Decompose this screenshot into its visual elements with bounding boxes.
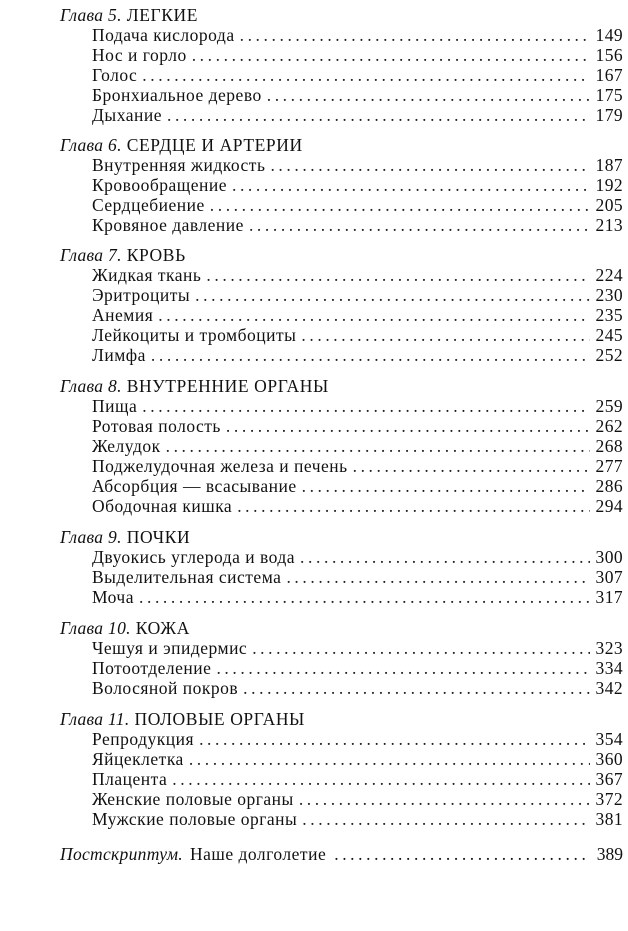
toc-entry[interactable] xyxy=(92,416,623,436)
leader-dots xyxy=(270,155,590,175)
entry-page: 300 xyxy=(595,547,623,567)
chapter-heading xyxy=(60,245,186,265)
leader-dots xyxy=(353,456,590,476)
chapter-label: Глава 6. xyxy=(60,135,122,155)
leader-dots xyxy=(142,65,590,85)
entry-title: Лимфа xyxy=(92,345,146,365)
toc-entry[interactable] xyxy=(92,496,623,516)
entry-title: Ротовая полость xyxy=(92,416,221,436)
toc-entry[interactable] xyxy=(92,265,623,285)
toc-entry[interactable] xyxy=(92,345,623,365)
entry-title: Ободочная кишка xyxy=(92,496,233,516)
postscript-page: 389 xyxy=(596,844,623,864)
entry-title: Кровообращение xyxy=(92,175,227,195)
entry-page: 235 xyxy=(595,305,623,325)
entry-title: Абсорбция — всасывание xyxy=(92,476,297,496)
toc-entry[interactable] xyxy=(92,396,623,416)
chapter-title: КРОВЬ xyxy=(126,245,186,265)
entry-title: Подача кислорода xyxy=(92,25,235,45)
entry-title: Мужские половые органы xyxy=(92,809,298,829)
entry-page: 360 xyxy=(595,749,623,769)
leader-dots xyxy=(334,844,590,864)
leader-dots xyxy=(158,305,590,325)
chapter-heading xyxy=(60,618,190,638)
leader-dots xyxy=(243,678,590,698)
leader-dots xyxy=(301,325,590,345)
toc-entry[interactable] xyxy=(92,456,623,476)
entry-page: 294 xyxy=(595,496,623,516)
entry-title: Моча xyxy=(92,587,134,607)
toc-entry[interactable] xyxy=(92,436,623,456)
leader-dots xyxy=(240,25,590,45)
leader-dots xyxy=(252,638,590,658)
entry-page: 323 xyxy=(595,638,623,658)
toc-entry[interactable] xyxy=(92,85,623,105)
entry-page: 252 xyxy=(595,345,623,365)
entry-title: Сердцебиение xyxy=(92,195,205,215)
toc-entry[interactable] xyxy=(92,325,623,345)
chapter-title: ПОЛОВЫЕ ОРГАНЫ xyxy=(134,709,305,729)
leader-dots xyxy=(286,567,590,587)
chapter-heading xyxy=(60,376,329,396)
entry-title: Плацента xyxy=(92,769,168,789)
leader-dots xyxy=(166,436,590,456)
leader-dots xyxy=(249,215,590,235)
chapter-title: КОЖА xyxy=(135,618,190,638)
entry-page: 205 xyxy=(595,195,623,215)
toc-entry[interactable] xyxy=(92,476,623,496)
entry-page: 259 xyxy=(595,396,623,416)
entry-page: 372 xyxy=(595,789,623,809)
chapter-label: Глава 8. xyxy=(60,376,122,396)
toc-entry[interactable] xyxy=(92,809,623,829)
leader-dots xyxy=(226,416,590,436)
toc-entry[interactable] xyxy=(92,749,623,769)
leader-dots xyxy=(195,285,590,305)
entry-title: Яйцеклетка xyxy=(92,749,184,769)
chapter-heading xyxy=(60,527,190,547)
entry-title: Потоотделение xyxy=(92,658,212,678)
chapter-label: Глава 5. xyxy=(60,5,122,25)
entry-title: Лейкоциты и тромбоциты xyxy=(92,325,297,345)
leader-dots xyxy=(206,265,590,285)
entry-page: 317 xyxy=(595,587,623,607)
entry-title: Голос xyxy=(92,65,138,85)
entry-title: Женские половые органы xyxy=(92,789,294,809)
leader-dots xyxy=(237,496,590,516)
entry-title: Чешуя и эпидермис xyxy=(92,638,248,658)
leader-dots xyxy=(210,195,590,215)
leader-dots xyxy=(139,587,590,607)
entry-title: Нос и горло xyxy=(92,45,187,65)
leader-dots xyxy=(267,85,590,105)
leader-dots xyxy=(216,658,590,678)
chapter-heading xyxy=(60,135,303,155)
entry-page: 167 xyxy=(595,65,623,85)
entry-page: 187 xyxy=(595,155,623,175)
entry-page: 175 xyxy=(595,85,623,105)
entry-page: 342 xyxy=(595,678,623,698)
leader-dots xyxy=(189,749,590,769)
entry-title: Волосяной покров xyxy=(92,678,239,698)
toc-entry[interactable] xyxy=(92,729,623,749)
toc-entry[interactable] xyxy=(92,638,623,658)
chapter-title: СЕРДЦЕ И АРТЕРИИ xyxy=(126,135,303,155)
toc-entry[interactable] xyxy=(92,305,623,325)
leader-dots xyxy=(151,345,590,365)
toc-entry[interactable] xyxy=(92,105,623,125)
postscript-entry[interactable] xyxy=(60,844,623,864)
entry-title: Выделительная система xyxy=(92,567,282,587)
chapter-label: Глава 7. xyxy=(60,245,122,265)
postscript-title: Наше долголетие xyxy=(189,844,327,864)
entry-page: 381 xyxy=(595,809,623,829)
entry-page: 156 xyxy=(595,45,623,65)
chapter-label: Глава 10. xyxy=(60,618,131,638)
toc-entry[interactable] xyxy=(92,547,623,567)
toc-entry[interactable] xyxy=(92,567,623,587)
entry-page: 179 xyxy=(595,105,623,125)
leader-dots xyxy=(299,789,590,809)
toc-entry[interactable] xyxy=(92,25,623,45)
entry-page: 367 xyxy=(595,769,623,789)
entry-page: 192 xyxy=(595,175,623,195)
entry-title: Поджелудочная железа и печень xyxy=(92,456,348,476)
entry-title: Двуокись углерода и вода xyxy=(92,547,296,567)
chapter-title: ВНУТРЕННИЕ ОРГАНЫ xyxy=(126,376,329,396)
leader-dots xyxy=(300,547,590,567)
toc-entry[interactable] xyxy=(92,789,623,809)
leader-dots xyxy=(302,476,590,496)
entry-page: 245 xyxy=(595,325,623,345)
toc-entry[interactable] xyxy=(92,45,623,65)
entry-page: 277 xyxy=(595,456,623,476)
entry-page: 354 xyxy=(595,729,623,749)
entry-page: 307 xyxy=(595,567,623,587)
chapter-label: Глава 11. xyxy=(60,709,130,729)
entry-page: 268 xyxy=(595,436,623,456)
entry-title: Кровяное давление xyxy=(92,215,244,235)
leader-dots xyxy=(302,809,590,829)
toc-entry[interactable] xyxy=(92,678,623,698)
entry-page: 262 xyxy=(595,416,623,436)
toc-entry[interactable] xyxy=(92,215,623,235)
chapter-heading xyxy=(60,5,198,25)
toc-entry[interactable] xyxy=(92,195,623,215)
leader-dots xyxy=(142,396,590,416)
toc-entry[interactable] xyxy=(92,155,623,175)
toc-entry[interactable] xyxy=(92,285,623,305)
entry-title: Желудок xyxy=(92,436,161,456)
entry-title: Пища xyxy=(92,396,138,416)
toc-entry[interactable] xyxy=(92,587,623,607)
entry-page: 286 xyxy=(595,476,623,496)
entry-title: Эритроциты xyxy=(92,285,191,305)
entry-title: Дыхание xyxy=(92,105,162,125)
toc-entry[interactable] xyxy=(92,658,623,678)
leader-dots xyxy=(199,729,590,749)
chapter-heading xyxy=(60,709,305,729)
leader-dots xyxy=(172,769,590,789)
chapter-title: ЛЕГКИЕ xyxy=(126,5,199,25)
chapter-title: ПОЧКИ xyxy=(126,527,191,547)
entry-page: 334 xyxy=(595,658,623,678)
toc-entry[interactable] xyxy=(92,175,623,195)
toc-entry[interactable] xyxy=(92,769,623,789)
entry-title: Анемия xyxy=(92,305,154,325)
leader-dots xyxy=(192,45,590,65)
chapter-label: Глава 9. xyxy=(60,527,122,547)
entry-page: 230 xyxy=(595,285,623,305)
postscript-label: Постскриптум. xyxy=(60,844,183,864)
entry-title: Внутренняя жидкость xyxy=(92,155,266,175)
entry-page: 149 xyxy=(595,25,623,45)
entry-title: Репродукция xyxy=(92,729,195,749)
toc-entry[interactable] xyxy=(92,65,623,85)
entry-page: 224 xyxy=(595,265,623,285)
entry-title: Бронхиальное дерево xyxy=(92,85,262,105)
entry-page: 213 xyxy=(595,215,623,235)
leader-dots xyxy=(232,175,590,195)
leader-dots xyxy=(167,105,590,125)
entry-title: Жидкая ткань xyxy=(92,265,202,285)
